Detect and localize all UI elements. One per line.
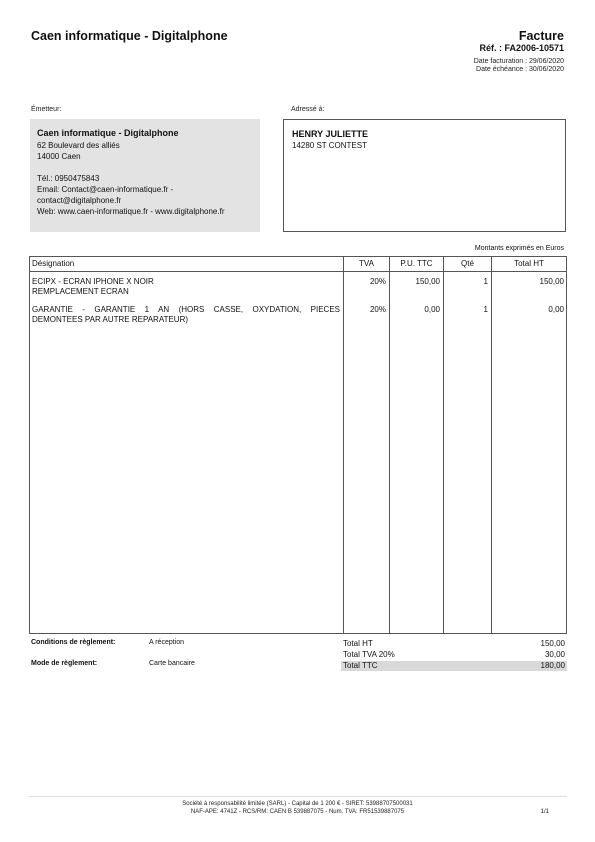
total-ttc-row [341,661,567,671]
recipient-name: HENRY JULIETTE [292,129,369,139]
row-tva: 20% [369,305,386,314]
recipient-label: Adressé à: [291,106,325,113]
invoice-reference: Réf. : FA2006-10571 [479,43,564,53]
row-designation: ECIPX - ECRAN IPHONE X NOIR [32,277,154,286]
footer-divider [29,796,567,797]
legal-line1: Société à responsabilité limitée (SARL) - Capital de 1 200 € - SIRET: 53988707500031 [182,801,413,807]
payment-terms-label: Conditions de règlement: [31,639,116,646]
row-designation-detail: REMPLACEMENT ECRAN [32,287,129,296]
header-designation: Désignation [32,259,75,268]
row-quantity: 1 [483,277,488,286]
total-tva-value: 30,00 [544,650,565,659]
payment-terms-value: A réception [149,639,185,646]
row-designation-detail: DEMONTEES PAR AUTRE REPARATEUR) [32,315,189,324]
total-tva-row [341,650,567,660]
sender-box [30,119,260,232]
row-unit-price: 150,00 [415,277,440,286]
page-number: 1/1 [540,809,549,815]
payment-mode-label: Mode de règlement: [31,660,98,667]
total-ht-value: 150,00 [540,639,565,648]
currency-note: Montants exprimés en Euros [474,245,564,252]
row-quantity: 1 [483,305,488,314]
sender-phone: Tél.: 0950475843 [37,174,100,183]
row-unit-price: 0,00 [424,305,440,314]
company-title: Caen informatique - Digitalphone [31,29,228,43]
sender-web: Web: www.caen-informatique.fr - www.digitalphone.fr [37,207,225,216]
sender-email-line1: Email: Contact@caen-informatique.fr - [37,185,174,194]
table-row [32,277,340,297]
row-designation: GARANTIE - GARANTIE 1 AN (HORS CASSE, OXYDATION, PIECES [32,305,340,314]
header-quantity: Qté [461,259,474,268]
total-ttc-label: Total TTC [343,661,378,670]
total-ht-label: Total HT [343,639,373,648]
header-total-ht: Total HT [514,259,544,268]
sender-address-line2: 14000 Caen [37,152,81,161]
recipient-box [283,119,566,232]
header-unit-price: P.U. TTC [400,259,433,268]
document-type: Facture [518,29,564,43]
invoice-date: Date facturation : 29/06/2020 [473,58,564,65]
due-date: Date échéance : 30/06/2020 [476,66,564,73]
table-row [32,305,340,325]
row-total-ht: 0,00 [548,305,564,314]
sender-email-line2: contact@digitalphone.fr [37,196,122,205]
total-tva-label: Total TVA 20% [343,650,395,659]
total-ttc-value: 180,00 [540,661,565,670]
header-tva: TVA [359,259,374,268]
payment-mode-value: Carte bancaire [149,660,195,667]
items-table [29,256,567,634]
legal-line2: NAF-APE: 4741Z - RCS/RM: CAEN B 539887075 - Num. TVA: FR51539887075 [190,809,405,815]
row-tva: 20% [369,277,386,286]
recipient-address: 14280 ST CONTEST [292,141,367,150]
sender-label: Émetteur: [31,106,62,113]
row-total-ht: 150,00 [539,277,564,286]
total-ht-row [341,639,567,649]
sender-name: Caen informatique - Digitalphone [37,128,179,138]
sender-address-line1: 62 Boulevard des alliés [37,141,120,150]
